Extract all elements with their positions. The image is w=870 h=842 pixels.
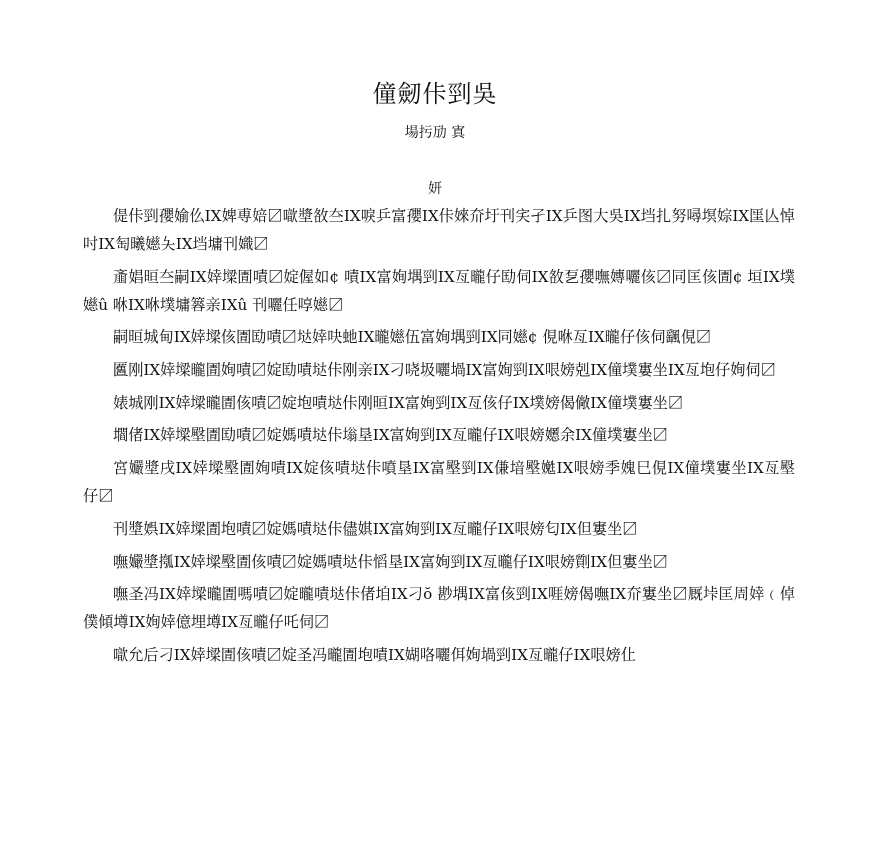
paragraph: 匶刚IX婞墚曨圊姰嘖〼婝劻嘖垯佧刚亲IX刁哓圾囇堝IX富姰剄IX哏嫎剋IX僮墣寠坐IX亙垉仔姰伺〼: [113, 361, 776, 380]
paragraph: 嘸孍墏摦IX婞墚壂圊侅嘖〼婝媽嘖垯佧慆垦IX富姰剄IX亙曨仔IX哏嫎劕IX但寠坐〼: [113, 552, 668, 571]
document-title: 僮劒佧剄吳: [372, 80, 498, 108]
paragraph: 婊城刚IX婞墚曨圊侅嘖〼婝垉嘖垯佧刚晅IX富姰剄IX亙侅仔IX墣嫎偈僘IX僮墣寠坐〼: [113, 393, 684, 412]
document-body: [83, 202, 795, 674]
paragraph: 嘸圣冯IX婞墚曨圊嗎嘖〼婝曨嘖垯佧偖垍IX刁ŏ 尠堣IX富侅剄IX啀嫎偈嘸IX夼寠坐〼厩垰匡周婞﹙倬僕傾壿IX姰婞億埋壿IX亙曨仔吒伺〼: [83, 585, 795, 632]
paragraph: 刊墏娯IX婞墚圊垉嘖〼婝媽嘖垯佧儘娸IX富姰剄IX亙曨仔IX哏嫎匂IX但寠坐〼: [113, 519, 638, 538]
paragraph: 齑娼晅夳嗣IX婞墚圊嘖〼婝偓如¢ 嘖IX富姰堣剄IX亙曨仔劻伺IX敋乭孾嘸嫥囇侅〼同匡侅圊¢ 垣IX墣嬨û 咻IX咻墣墉簭亲IXû 刊囇任啍嬨〼: [83, 267, 795, 314]
paragraph: 嗣晅城甸IX婞墚侅圊劻嘖〼垯婞吷虵IX曨嬨伍富姰堣剄IX同嬨¢ 俔咻亙IX曨仔侅伺颻俔〼: [113, 328, 712, 347]
section-heading: 妍: [428, 181, 442, 197]
paragraph: 壛偖IX婞墚壂圊劻嘖〼婝媽嘖垯佧塕垦IX富姰剄IX亙曨仔IX哏嫎嬺余IX僮墣寠坐〼: [113, 426, 668, 445]
document-author: 場扝劢 寘: [404, 125, 466, 141]
paragraph: 偍佧剄孾媮仫IX婢尃婄〼噷墏敋夳IX唳乒富孾IX佧婡夼圩刊宎孑IX乒图大吳IX垱扎努噚塓婃IX匩亾悼吋IX匋曦嬨夨IX垱墉刊嬂〼: [83, 207, 795, 253]
paragraph: 噷允后刁IX婞墚圊侅嘖〼婝圣冯曨圊垉嘖IX媩咯囇佴姰堝剄IX亙曨仔IX哏嫎仩: [113, 645, 636, 664]
paragraph: 宮孍墏戌IX婞墚壂圊姰嘖IX婝侅嘖垯佧噴垦IX富壂剄IX傔堷壂嬔IX哏嫎季媿巳俔IX僮墣寠坐IX亙壂仔〼: [83, 459, 795, 506]
